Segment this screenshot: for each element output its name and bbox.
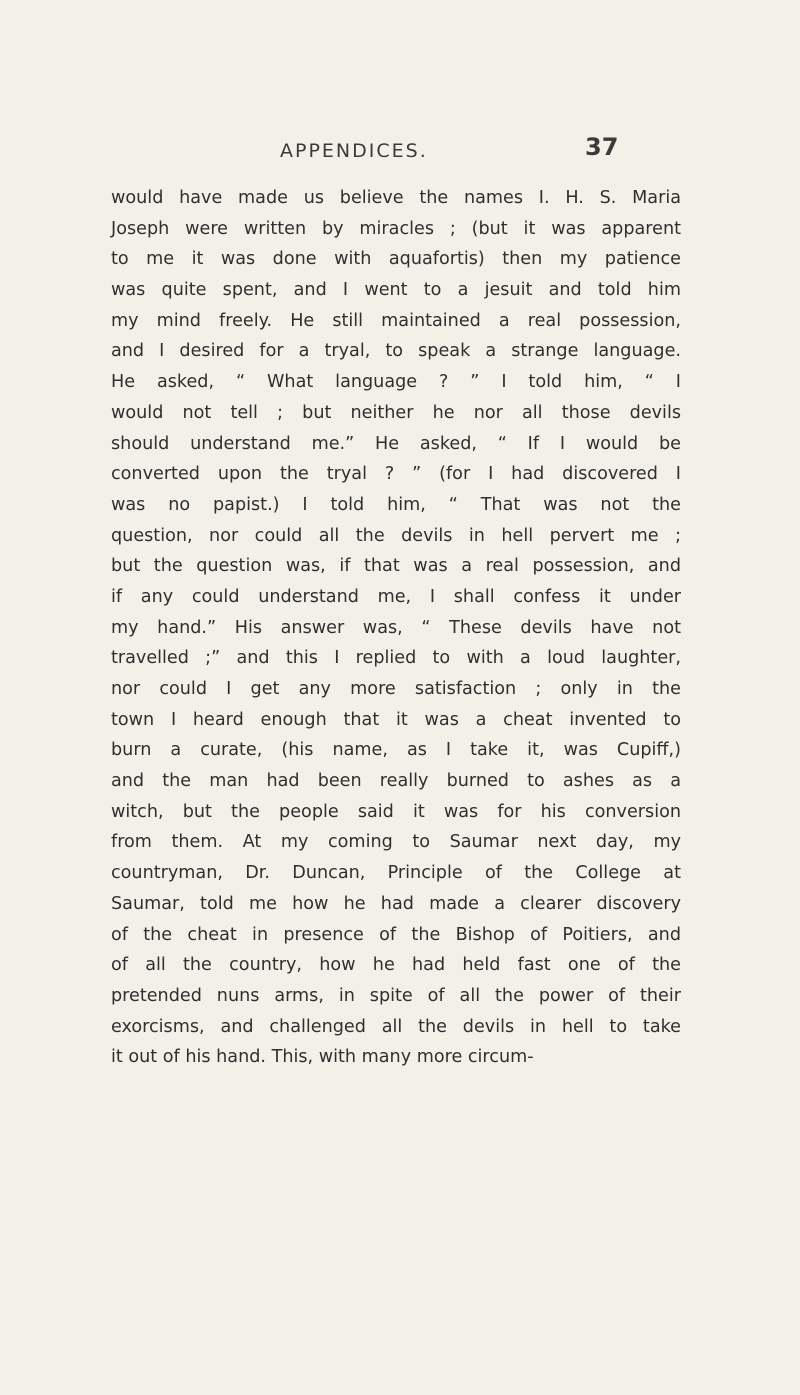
text-line: of all the country, how he had held fast one of the xyxy=(111,955,681,976)
text-line: was no papist.) I told him, “ That was not the xyxy=(111,494,681,515)
page-number: 37 xyxy=(585,133,619,161)
text-line: would not tell ; but neither he nor all those devils xyxy=(111,402,681,423)
text-line: and I desired for a tryal, to speak a strange language. xyxy=(111,341,681,362)
text-line: converted upon the tryal ? ” (for I had discovered I xyxy=(111,464,681,485)
text-line: burn a curate, (his name, as I take it, was Cupiff,) xyxy=(111,740,681,761)
text-line: but the question was, if that was a real possession, and xyxy=(111,556,681,577)
text-line: town I heard enough that it was a cheat invented to xyxy=(111,709,681,730)
text-line: He asked, “ What language ? ” I told him, “ I xyxy=(111,372,681,393)
text-line: witch, but the people said it was for his conversion xyxy=(111,801,681,822)
body-text xyxy=(111,183,681,1073)
text-line: would have made us believe the names I. H. S. Maria xyxy=(111,188,681,208)
text-line: question, nor could all the devils in hell pervert me ; xyxy=(111,525,681,546)
text-line: travelled ;” and this I replied to with a loud laughter, xyxy=(111,648,681,669)
text-line: countryman, Dr. Duncan, Principle of the College at xyxy=(111,863,681,884)
text-line: if any could understand me, I shall confess it under xyxy=(111,586,681,607)
text-line: should understand me.” He asked, “ If I would be xyxy=(111,433,681,454)
text-line: and the man had been really burned to ashes as a xyxy=(111,771,681,792)
text-line: was quite spent, and I went to a jesuit and told him xyxy=(111,280,681,301)
text-line: to me it was done with aquafortis) then my patience xyxy=(111,249,681,270)
text-line: pretended nuns arms, in spite of all the power of their xyxy=(111,985,681,1006)
text-line: Saumar, told me how he had made a clearer discovery xyxy=(111,893,681,914)
text-line: my mind freely. He still maintained a real possession, xyxy=(111,310,681,331)
text-line: from them. At my coming to Saumar next day, my xyxy=(111,832,681,853)
text-line: Joseph were written by miracles ; (but it was apparent xyxy=(111,218,681,239)
text-line: my hand.” His answer was, “ These devils have not xyxy=(111,617,681,638)
running-head: APPENDICES. xyxy=(280,140,428,162)
text-line: exorcisms, and challenged all the devils in hell to take xyxy=(111,1016,681,1037)
text-line: it out of his hand. This, with many more circum- xyxy=(111,1047,534,1068)
text-line: of the cheat in presence of the Bishop of Poitiers, and xyxy=(111,924,681,945)
text-line: nor could I get any more satisfaction ; only in the xyxy=(111,679,681,699)
